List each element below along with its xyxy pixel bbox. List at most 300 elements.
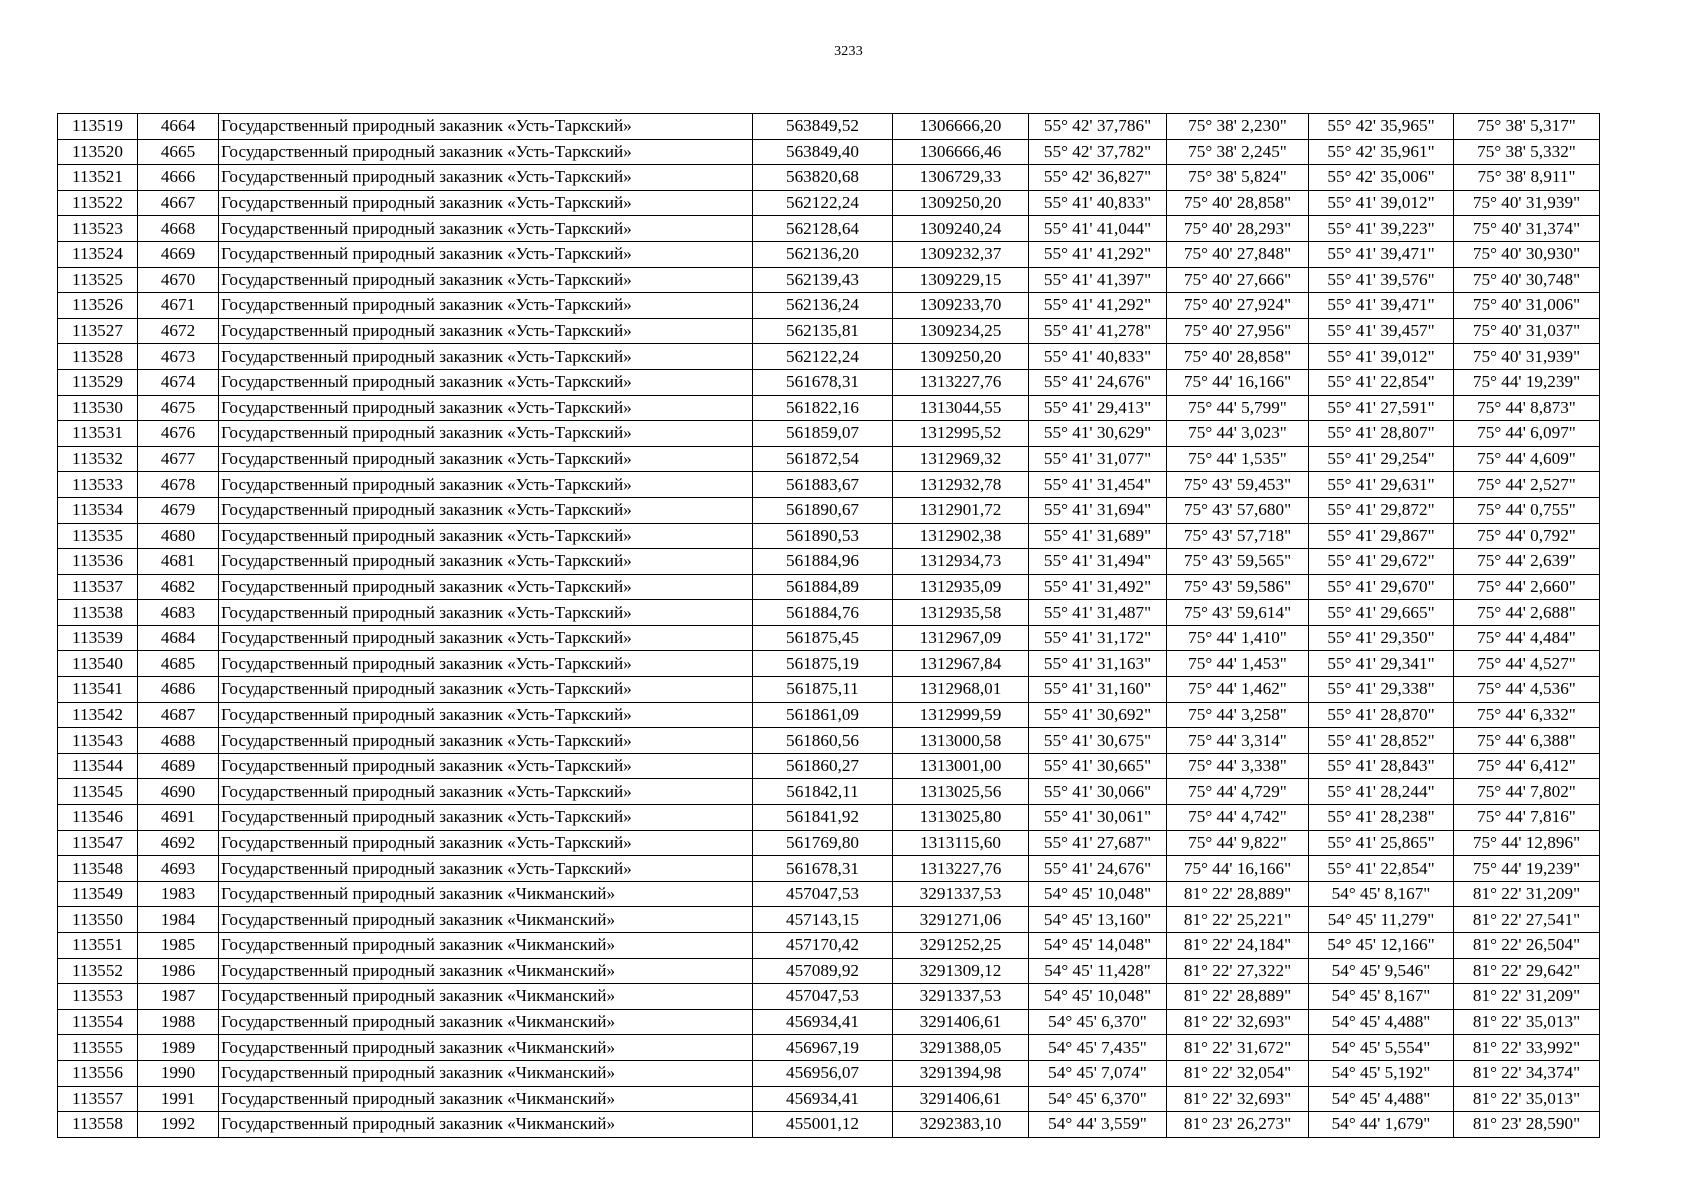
cell-longitude-1: 75° 43' 57,718" xyxy=(1167,523,1309,549)
cell-latitude-2: 54° 45' 8,167" xyxy=(1309,881,1454,907)
cell-latitude-1: 55° 41' 31,487" xyxy=(1029,600,1167,626)
cell-latitude-2: 55° 41' 22,854" xyxy=(1309,856,1454,882)
cell-area-name: Государственный природный заказник «Усть-Таркский» xyxy=(219,369,753,395)
cell-coord-x: 561860,56 xyxy=(753,728,893,754)
cell-coord-y: 3291337,53 xyxy=(893,881,1029,907)
cell-coord-y: 1312902,38 xyxy=(893,523,1029,549)
cell-latitude-2: 54° 44' 1,679" xyxy=(1309,1112,1454,1138)
cell-latitude-2: 55° 41' 29,665" xyxy=(1309,600,1454,626)
cell-longitude-1: 75° 40' 27,666" xyxy=(1167,267,1309,293)
table-row xyxy=(58,549,1600,575)
cell-latitude-1: 54° 45' 6,370" xyxy=(1029,1086,1167,1112)
cell-longitude-2: 75° 44' 8,873" xyxy=(1454,395,1600,421)
cell-area-name: Государственный природный заказник «Усть-Таркский» xyxy=(219,267,753,293)
cell-longitude-2: 75° 38' 5,332" xyxy=(1454,139,1600,165)
cell-coord-y: 1313227,76 xyxy=(893,856,1029,882)
cell-latitude-2: 55° 41' 27,591" xyxy=(1309,395,1454,421)
cell-coord-y: 1312967,09 xyxy=(893,625,1029,651)
table-row xyxy=(58,779,1600,805)
cell-longitude-2: 81° 22' 31,209" xyxy=(1454,984,1600,1010)
cell-record-number: 113545 xyxy=(58,779,138,805)
cell-coord-y: 1309234,25 xyxy=(893,318,1029,344)
table-row xyxy=(58,805,1600,831)
cell-record-number: 113547 xyxy=(58,830,138,856)
cell-longitude-1: 75° 40' 27,956" xyxy=(1167,318,1309,344)
cell-latitude-2: 55° 42' 35,965" xyxy=(1309,114,1454,140)
table-row xyxy=(58,293,1600,319)
cell-longitude-1: 75° 44' 16,166" xyxy=(1167,856,1309,882)
cell-coord-x: 561890,67 xyxy=(753,497,893,523)
cell-longitude-1: 81° 23' 26,273" xyxy=(1167,1112,1309,1138)
cell-longitude-2: 81° 23' 28,590" xyxy=(1454,1112,1600,1138)
cell-latitude-2: 55° 41' 28,238" xyxy=(1309,805,1454,831)
cell-latitude-1: 55° 41' 31,163" xyxy=(1029,651,1167,677)
cell-coord-x: 561842,11 xyxy=(753,779,893,805)
cell-longitude-1: 75° 40' 28,858" xyxy=(1167,190,1309,216)
cell-latitude-2: 55° 41' 29,254" xyxy=(1309,446,1454,472)
cell-area-name: Государственный природный заказник «Чикманский» xyxy=(219,958,753,984)
table-row xyxy=(58,625,1600,651)
cell-longitude-2: 75° 40' 31,006" xyxy=(1454,293,1600,319)
cell-area-name: Государственный природный заказник «Усть-Таркский» xyxy=(219,241,753,267)
table-row xyxy=(58,933,1600,959)
cell-area-name: Государственный природный заказник «Усть-Таркский» xyxy=(219,472,753,498)
cell-coord-x: 457143,15 xyxy=(753,907,893,933)
cell-latitude-1: 55° 42' 37,782" xyxy=(1029,139,1167,165)
cell-coord-y: 1309250,20 xyxy=(893,344,1029,370)
cell-coord-y: 1313025,56 xyxy=(893,779,1029,805)
cell-area-name: Государственный природный заказник «Усть-Таркский» xyxy=(219,497,753,523)
cell-latitude-1: 54° 44' 3,559" xyxy=(1029,1112,1167,1138)
cell-longitude-2: 75° 44' 2,660" xyxy=(1454,574,1600,600)
cell-coord-y: 3291406,61 xyxy=(893,1009,1029,1035)
cell-latitude-2: 55° 41' 29,341" xyxy=(1309,651,1454,677)
cell-coord-y: 1312995,52 xyxy=(893,421,1029,447)
cell-coord-y: 1309240,24 xyxy=(893,216,1029,242)
cell-longitude-1: 75° 44' 3,314" xyxy=(1167,728,1309,754)
cell-longitude-1: 81° 22' 32,693" xyxy=(1167,1086,1309,1112)
cell-record-number: 113544 xyxy=(58,753,138,779)
cell-longitude-2: 81° 22' 35,013" xyxy=(1454,1086,1600,1112)
cell-latitude-1: 55° 41' 30,675" xyxy=(1029,728,1167,754)
cell-record-number: 113554 xyxy=(58,1009,138,1035)
cell-longitude-1: 75° 43' 59,565" xyxy=(1167,549,1309,575)
cell-coord-x: 562128,64 xyxy=(753,216,893,242)
cell-point-number: 4685 xyxy=(138,651,219,677)
cell-area-name: Государственный природный заказник «Усть-Таркский» xyxy=(219,805,753,831)
cell-record-number: 113539 xyxy=(58,625,138,651)
cell-longitude-1: 75° 44' 1,535" xyxy=(1167,446,1309,472)
cell-latitude-2: 54° 45' 8,167" xyxy=(1309,984,1454,1010)
cell-point-number: 4667 xyxy=(138,190,219,216)
cell-longitude-2: 81° 22' 27,541" xyxy=(1454,907,1600,933)
cell-area-name: Государственный природный заказник «Усть-Таркский» xyxy=(219,549,753,575)
cell-point-number: 1989 xyxy=(138,1035,219,1061)
cell-coord-y: 3291337,53 xyxy=(893,984,1029,1010)
cell-longitude-2: 75° 44' 6,097" xyxy=(1454,421,1600,447)
cell-longitude-2: 75° 44' 7,802" xyxy=(1454,779,1600,805)
cell-point-number: 1992 xyxy=(138,1112,219,1138)
table-row xyxy=(58,190,1600,216)
cell-latitude-2: 55° 41' 39,012" xyxy=(1309,190,1454,216)
cell-point-number: 4677 xyxy=(138,446,219,472)
cell-area-name: Государственный природный заказник «Чикманский» xyxy=(219,907,753,933)
cell-longitude-1: 75° 43' 59,614" xyxy=(1167,600,1309,626)
cell-latitude-1: 55° 41' 27,687" xyxy=(1029,830,1167,856)
cell-latitude-1: 55° 41' 30,629" xyxy=(1029,421,1167,447)
cell-longitude-1: 75° 44' 16,166" xyxy=(1167,369,1309,395)
table-row xyxy=(58,958,1600,984)
cell-record-number: 113546 xyxy=(58,805,138,831)
cell-point-number: 4668 xyxy=(138,216,219,242)
cell-record-number: 113550 xyxy=(58,907,138,933)
cell-coord-x: 561883,67 xyxy=(753,472,893,498)
cell-point-number: 1991 xyxy=(138,1086,219,1112)
cell-point-number: 4686 xyxy=(138,677,219,703)
cell-latitude-1: 54° 45' 7,435" xyxy=(1029,1035,1167,1061)
cell-coord-x: 457047,53 xyxy=(753,984,893,1010)
cell-longitude-2: 75° 44' 6,332" xyxy=(1454,702,1600,728)
cell-record-number: 113543 xyxy=(58,728,138,754)
cell-record-number: 113549 xyxy=(58,881,138,907)
cell-record-number: 113541 xyxy=(58,677,138,703)
cell-record-number: 113536 xyxy=(58,549,138,575)
cell-coord-x: 561861,09 xyxy=(753,702,893,728)
cell-record-number: 113526 xyxy=(58,293,138,319)
cell-latitude-1: 55° 42' 37,786" xyxy=(1029,114,1167,140)
cell-longitude-2: 75° 44' 4,609" xyxy=(1454,446,1600,472)
cell-record-number: 113528 xyxy=(58,344,138,370)
cell-coord-y: 1312935,09 xyxy=(893,574,1029,600)
cell-point-number: 4670 xyxy=(138,267,219,293)
table-row xyxy=(58,830,1600,856)
cell-latitude-2: 55° 41' 29,872" xyxy=(1309,497,1454,523)
cell-longitude-2: 75° 44' 4,536" xyxy=(1454,677,1600,703)
cell-latitude-2: 55° 41' 28,870" xyxy=(1309,702,1454,728)
table-row xyxy=(58,677,1600,703)
table-row xyxy=(58,523,1600,549)
cell-longitude-2: 75° 38' 8,911" xyxy=(1454,165,1600,191)
cell-point-number: 4683 xyxy=(138,600,219,626)
cell-area-name: Государственный природный заказник «Чикманский» xyxy=(219,1035,753,1061)
cell-longitude-2: 81° 22' 26,504" xyxy=(1454,933,1600,959)
table-row xyxy=(58,753,1600,779)
cell-point-number: 1983 xyxy=(138,881,219,907)
cell-longitude-2: 75° 44' 6,412" xyxy=(1454,753,1600,779)
cell-longitude-1: 81° 22' 32,054" xyxy=(1167,1060,1309,1086)
cell-record-number: 113552 xyxy=(58,958,138,984)
cell-point-number: 4669 xyxy=(138,241,219,267)
cell-area-name: Государственный природный заказник «Усть-Таркский» xyxy=(219,318,753,344)
cell-record-number: 113535 xyxy=(58,523,138,549)
cell-longitude-1: 75° 43' 59,586" xyxy=(1167,574,1309,600)
cell-area-name: Государственный природный заказник «Усть-Таркский» xyxy=(219,677,753,703)
cell-longitude-2: 75° 44' 19,239" xyxy=(1454,369,1600,395)
cell-record-number: 113519 xyxy=(58,114,138,140)
cell-point-number: 4665 xyxy=(138,139,219,165)
table-row xyxy=(58,600,1600,626)
cell-area-name: Государственный природный заказник «Усть-Таркский» xyxy=(219,651,753,677)
cell-latitude-1: 55° 41' 30,061" xyxy=(1029,805,1167,831)
cell-record-number: 113532 xyxy=(58,446,138,472)
cell-coord-y: 1306729,33 xyxy=(893,165,1029,191)
cell-area-name: Государственный природный заказник «Усть-Таркский» xyxy=(219,216,753,242)
cell-latitude-1: 54° 45' 7,074" xyxy=(1029,1060,1167,1086)
cell-longitude-1: 81° 22' 28,889" xyxy=(1167,881,1309,907)
table-row xyxy=(58,216,1600,242)
cell-point-number: 1990 xyxy=(138,1060,219,1086)
cell-latitude-1: 55° 41' 30,665" xyxy=(1029,753,1167,779)
cell-latitude-1: 55° 41' 31,160" xyxy=(1029,677,1167,703)
cell-area-name: Государственный природный заказник «Усть-Таркский» xyxy=(219,139,753,165)
cell-area-name: Государственный природный заказник «Чикманский» xyxy=(219,1009,753,1035)
cell-point-number: 4690 xyxy=(138,779,219,805)
cell-latitude-1: 54° 45' 14,048" xyxy=(1029,933,1167,959)
cell-coord-y: 1312999,59 xyxy=(893,702,1029,728)
cell-latitude-1: 55° 41' 31,694" xyxy=(1029,497,1167,523)
cell-point-number: 4673 xyxy=(138,344,219,370)
cell-coord-x: 455001,12 xyxy=(753,1112,893,1138)
cell-coord-x: 562122,24 xyxy=(753,190,893,216)
cell-longitude-1: 75° 40' 28,293" xyxy=(1167,216,1309,242)
cell-coord-y: 1309229,15 xyxy=(893,267,1029,293)
cell-coord-x: 561875,19 xyxy=(753,651,893,677)
cell-point-number: 4693 xyxy=(138,856,219,882)
cell-longitude-1: 81° 22' 32,693" xyxy=(1167,1009,1309,1035)
cell-coord-x: 561678,31 xyxy=(753,369,893,395)
cell-coord-x: 456956,07 xyxy=(753,1060,893,1086)
cell-coord-x: 563820,68 xyxy=(753,165,893,191)
coordinates-table xyxy=(57,113,1600,1138)
cell-longitude-2: 75° 44' 4,527" xyxy=(1454,651,1600,677)
cell-coord-x: 562122,24 xyxy=(753,344,893,370)
cell-longitude-2: 81° 22' 31,209" xyxy=(1454,881,1600,907)
cell-longitude-1: 81° 22' 28,889" xyxy=(1167,984,1309,1010)
cell-latitude-1: 55° 41' 40,833" xyxy=(1029,344,1167,370)
cell-record-number: 113523 xyxy=(58,216,138,242)
cell-point-number: 1988 xyxy=(138,1009,219,1035)
table-row xyxy=(58,139,1600,165)
cell-area-name: Государственный природный заказник «Усть-Таркский» xyxy=(219,523,753,549)
cell-longitude-1: 75° 40' 27,848" xyxy=(1167,241,1309,267)
cell-area-name: Государственный природный заказник «Усть-Таркский» xyxy=(219,114,753,140)
cell-longitude-2: 75° 38' 5,317" xyxy=(1454,114,1600,140)
cell-coord-x: 561769,80 xyxy=(753,830,893,856)
table-row xyxy=(58,1086,1600,1112)
cell-area-name: Государственный природный заказник «Усть-Таркский» xyxy=(219,600,753,626)
cell-area-name: Государственный природный заказник «Усть-Таркский» xyxy=(219,344,753,370)
cell-longitude-1: 75° 43' 59,453" xyxy=(1167,472,1309,498)
cell-area-name: Государственный природный заказник «Усть-Таркский» xyxy=(219,165,753,191)
cell-longitude-2: 75° 44' 2,639" xyxy=(1454,549,1600,575)
page-number: 3233 xyxy=(834,44,863,59)
cell-latitude-1: 54° 45' 11,428" xyxy=(1029,958,1167,984)
cell-latitude-1: 55° 41' 40,833" xyxy=(1029,190,1167,216)
cell-coord-y: 3291388,05 xyxy=(893,1035,1029,1061)
cell-record-number: 113555 xyxy=(58,1035,138,1061)
cell-coord-y: 1306666,20 xyxy=(893,114,1029,140)
cell-point-number: 4674 xyxy=(138,369,219,395)
table-row xyxy=(58,1009,1600,1035)
cell-area-name: Государственный природный заказник «Усть-Таркский» xyxy=(219,830,753,856)
cell-point-number: 4678 xyxy=(138,472,219,498)
cell-point-number: 4680 xyxy=(138,523,219,549)
cell-longitude-1: 75° 38' 5,824" xyxy=(1167,165,1309,191)
cell-point-number: 4681 xyxy=(138,549,219,575)
cell-latitude-1: 55° 42' 36,827" xyxy=(1029,165,1167,191)
cell-coord-x: 456934,41 xyxy=(753,1086,893,1112)
cell-latitude-2: 55° 41' 29,867" xyxy=(1309,523,1454,549)
cell-latitude-1: 55° 41' 41,278" xyxy=(1029,318,1167,344)
cell-latitude-2: 54° 45' 12,166" xyxy=(1309,933,1454,959)
cell-coord-x: 561859,07 xyxy=(753,421,893,447)
table-row xyxy=(58,446,1600,472)
cell-coord-y: 3292383,10 xyxy=(893,1112,1029,1138)
cell-record-number: 113531 xyxy=(58,421,138,447)
cell-latitude-2: 54° 45' 9,546" xyxy=(1309,958,1454,984)
cell-coord-x: 561875,11 xyxy=(753,677,893,703)
cell-coord-y: 1313227,76 xyxy=(893,369,1029,395)
cell-coord-x: 561678,31 xyxy=(753,856,893,882)
cell-area-name: Государственный природный заказник «Усть-Таркский» xyxy=(219,779,753,805)
table-row xyxy=(58,318,1600,344)
cell-latitude-2: 55° 42' 35,006" xyxy=(1309,165,1454,191)
cell-longitude-2: 75° 44' 0,792" xyxy=(1454,523,1600,549)
cell-point-number: 4687 xyxy=(138,702,219,728)
cell-point-number: 4684 xyxy=(138,625,219,651)
cell-point-number: 4675 xyxy=(138,395,219,421)
cell-point-number: 4671 xyxy=(138,293,219,319)
cell-area-name: Государственный природный заказник «Усть-Таркский» xyxy=(219,753,753,779)
cell-longitude-2: 75° 40' 31,939" xyxy=(1454,344,1600,370)
cell-latitude-1: 54° 45' 6,370" xyxy=(1029,1009,1167,1035)
cell-record-number: 113524 xyxy=(58,241,138,267)
cell-latitude-1: 55° 41' 31,689" xyxy=(1029,523,1167,549)
cell-record-number: 113527 xyxy=(58,318,138,344)
cell-latitude-2: 55° 41' 39,471" xyxy=(1309,293,1454,319)
cell-latitude-1: 55° 41' 41,044" xyxy=(1029,216,1167,242)
cell-coord-x: 561841,92 xyxy=(753,805,893,831)
cell-area-name: Государственный природный заказник «Усть-Таркский» xyxy=(219,446,753,472)
cell-area-name: Государственный природный заказник «Чикманский» xyxy=(219,933,753,959)
cell-area-name: Государственный природный заказник «Усть-Таркский» xyxy=(219,421,753,447)
cell-latitude-2: 54° 45' 5,192" xyxy=(1309,1060,1454,1086)
cell-latitude-1: 55° 41' 31,494" xyxy=(1029,549,1167,575)
cell-coord-y: 1309233,70 xyxy=(893,293,1029,319)
table-row xyxy=(58,651,1600,677)
cell-point-number: 4664 xyxy=(138,114,219,140)
cell-record-number: 113521 xyxy=(58,165,138,191)
cell-record-number: 113540 xyxy=(58,651,138,677)
cell-record-number: 113553 xyxy=(58,984,138,1010)
cell-record-number: 113557 xyxy=(58,1086,138,1112)
cell-longitude-1: 75° 44' 5,799" xyxy=(1167,395,1309,421)
table-row xyxy=(58,395,1600,421)
table-row xyxy=(58,881,1600,907)
cell-longitude-2: 75° 44' 12,896" xyxy=(1454,830,1600,856)
cell-coord-y: 3291252,25 xyxy=(893,933,1029,959)
cell-latitude-1: 54° 45' 10,048" xyxy=(1029,984,1167,1010)
cell-record-number: 113556 xyxy=(58,1060,138,1086)
cell-latitude-2: 55° 41' 25,865" xyxy=(1309,830,1454,856)
table-row xyxy=(58,907,1600,933)
cell-coord-x: 561875,45 xyxy=(753,625,893,651)
cell-area-name: Государственный природный заказник «Усть-Таркский» xyxy=(219,625,753,651)
table-row xyxy=(58,1035,1600,1061)
cell-coord-y: 3291271,06 xyxy=(893,907,1029,933)
table-row xyxy=(58,702,1600,728)
cell-coord-y: 3291309,12 xyxy=(893,958,1029,984)
cell-latitude-1: 55° 41' 41,292" xyxy=(1029,293,1167,319)
cell-coord-x: 562136,20 xyxy=(753,241,893,267)
cell-area-name: Государственный природный заказник «Усть-Таркский» xyxy=(219,728,753,754)
table-row xyxy=(58,369,1600,395)
cell-record-number: 113530 xyxy=(58,395,138,421)
cell-latitude-1: 55° 41' 31,454" xyxy=(1029,472,1167,498)
cell-latitude-1: 55° 41' 30,692" xyxy=(1029,702,1167,728)
cell-latitude-2: 55° 41' 28,843" xyxy=(1309,753,1454,779)
cell-coord-y: 1312967,84 xyxy=(893,651,1029,677)
cell-area-name: Государственный природный заказник «Чикманский» xyxy=(219,1112,753,1138)
cell-coord-x: 562136,24 xyxy=(753,293,893,319)
table-row xyxy=(58,984,1600,1010)
cell-coord-y: 3291394,98 xyxy=(893,1060,1029,1086)
cell-longitude-1: 75° 44' 3,258" xyxy=(1167,702,1309,728)
cell-coord-y: 1306666,46 xyxy=(893,139,1029,165)
cell-longitude-1: 81° 22' 27,322" xyxy=(1167,958,1309,984)
cell-record-number: 113534 xyxy=(58,497,138,523)
cell-longitude-2: 81° 22' 34,374" xyxy=(1454,1060,1600,1086)
cell-coord-y: 1312969,32 xyxy=(893,446,1029,472)
cell-coord-y: 3291406,61 xyxy=(893,1086,1029,1112)
cell-longitude-1: 81° 22' 25,221" xyxy=(1167,907,1309,933)
cell-latitude-1: 55° 41' 30,066" xyxy=(1029,779,1167,805)
cell-point-number: 4692 xyxy=(138,830,219,856)
table-body xyxy=(58,114,1600,1138)
cell-record-number: 113542 xyxy=(58,702,138,728)
cell-latitude-2: 55° 41' 29,338" xyxy=(1309,677,1454,703)
cell-latitude-1: 55° 41' 24,676" xyxy=(1029,369,1167,395)
cell-longitude-1: 75° 38' 2,230" xyxy=(1167,114,1309,140)
cell-latitude-1: 55° 41' 31,172" xyxy=(1029,625,1167,651)
cell-longitude-2: 75° 44' 19,239" xyxy=(1454,856,1600,882)
cell-longitude-2: 75° 40' 31,939" xyxy=(1454,190,1600,216)
cell-point-number: 4689 xyxy=(138,753,219,779)
cell-coord-x: 561884,76 xyxy=(753,600,893,626)
cell-coord-x: 562139,43 xyxy=(753,267,893,293)
cell-point-number: 4676 xyxy=(138,421,219,447)
cell-longitude-2: 75° 44' 4,484" xyxy=(1454,625,1600,651)
cell-latitude-2: 55° 41' 28,244" xyxy=(1309,779,1454,805)
cell-latitude-2: 55° 41' 29,670" xyxy=(1309,574,1454,600)
cell-longitude-2: 75° 40' 31,037" xyxy=(1454,318,1600,344)
cell-latitude-1: 55° 41' 31,077" xyxy=(1029,446,1167,472)
cell-coord-x: 561884,89 xyxy=(753,574,893,600)
cell-record-number: 113537 xyxy=(58,574,138,600)
cell-point-number: 1986 xyxy=(138,958,219,984)
cell-longitude-1: 75° 44' 3,338" xyxy=(1167,753,1309,779)
cell-latitude-2: 54° 45' 4,488" xyxy=(1309,1086,1454,1112)
cell-longitude-1: 75° 44' 1,453" xyxy=(1167,651,1309,677)
cell-latitude-2: 55° 41' 39,457" xyxy=(1309,318,1454,344)
cell-longitude-2: 75° 40' 31,374" xyxy=(1454,216,1600,242)
cell-coord-x: 561890,53 xyxy=(753,523,893,549)
cell-coord-x: 561822,16 xyxy=(753,395,893,421)
cell-longitude-1: 75° 40' 27,924" xyxy=(1167,293,1309,319)
table-row xyxy=(58,1112,1600,1138)
cell-longitude-2: 75° 40' 30,748" xyxy=(1454,267,1600,293)
cell-point-number: 4688 xyxy=(138,728,219,754)
